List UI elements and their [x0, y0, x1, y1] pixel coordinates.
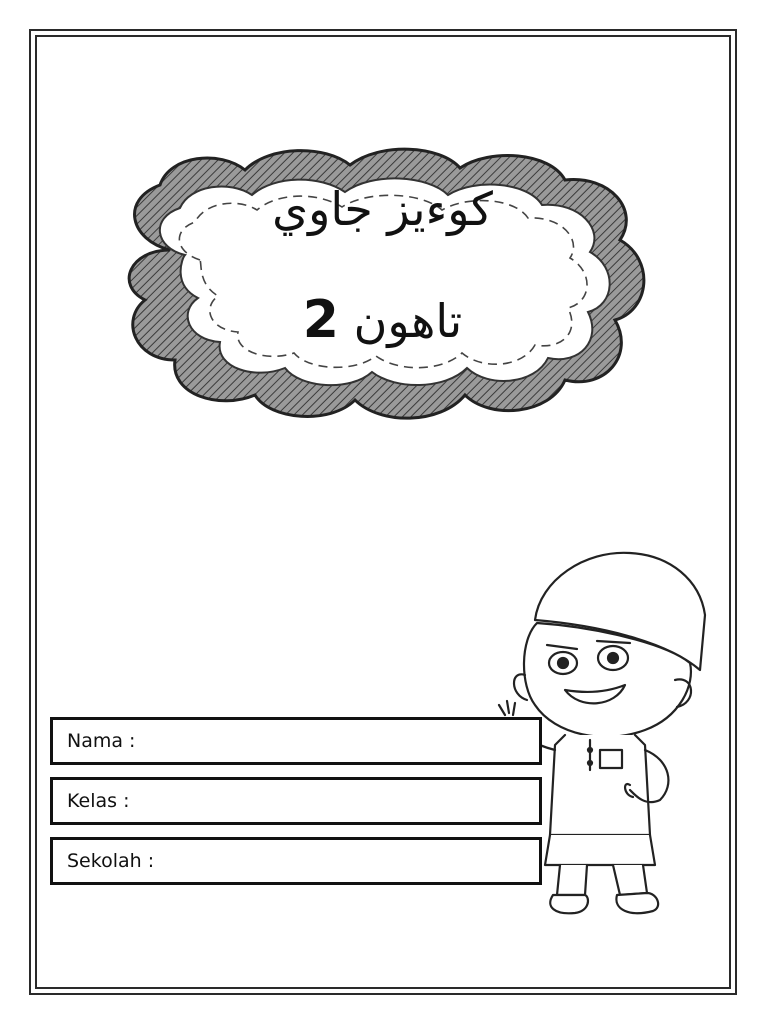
title-line-2	[150, 290, 615, 350]
sekolah-field[interactable]	[50, 837, 542, 885]
title-year-number: 2	[302, 290, 339, 350]
sekolah-label: Sekolah :	[67, 850, 155, 872]
title-line-1: كوءيز جاوي	[272, 182, 493, 236]
kelas-label: Kelas :	[67, 790, 130, 812]
nama-field[interactable]	[50, 717, 542, 765]
kelas-field[interactable]	[50, 777, 542, 825]
title-year-word: تاهون	[353, 294, 463, 348]
nama-label: Nama :	[67, 730, 136, 752]
